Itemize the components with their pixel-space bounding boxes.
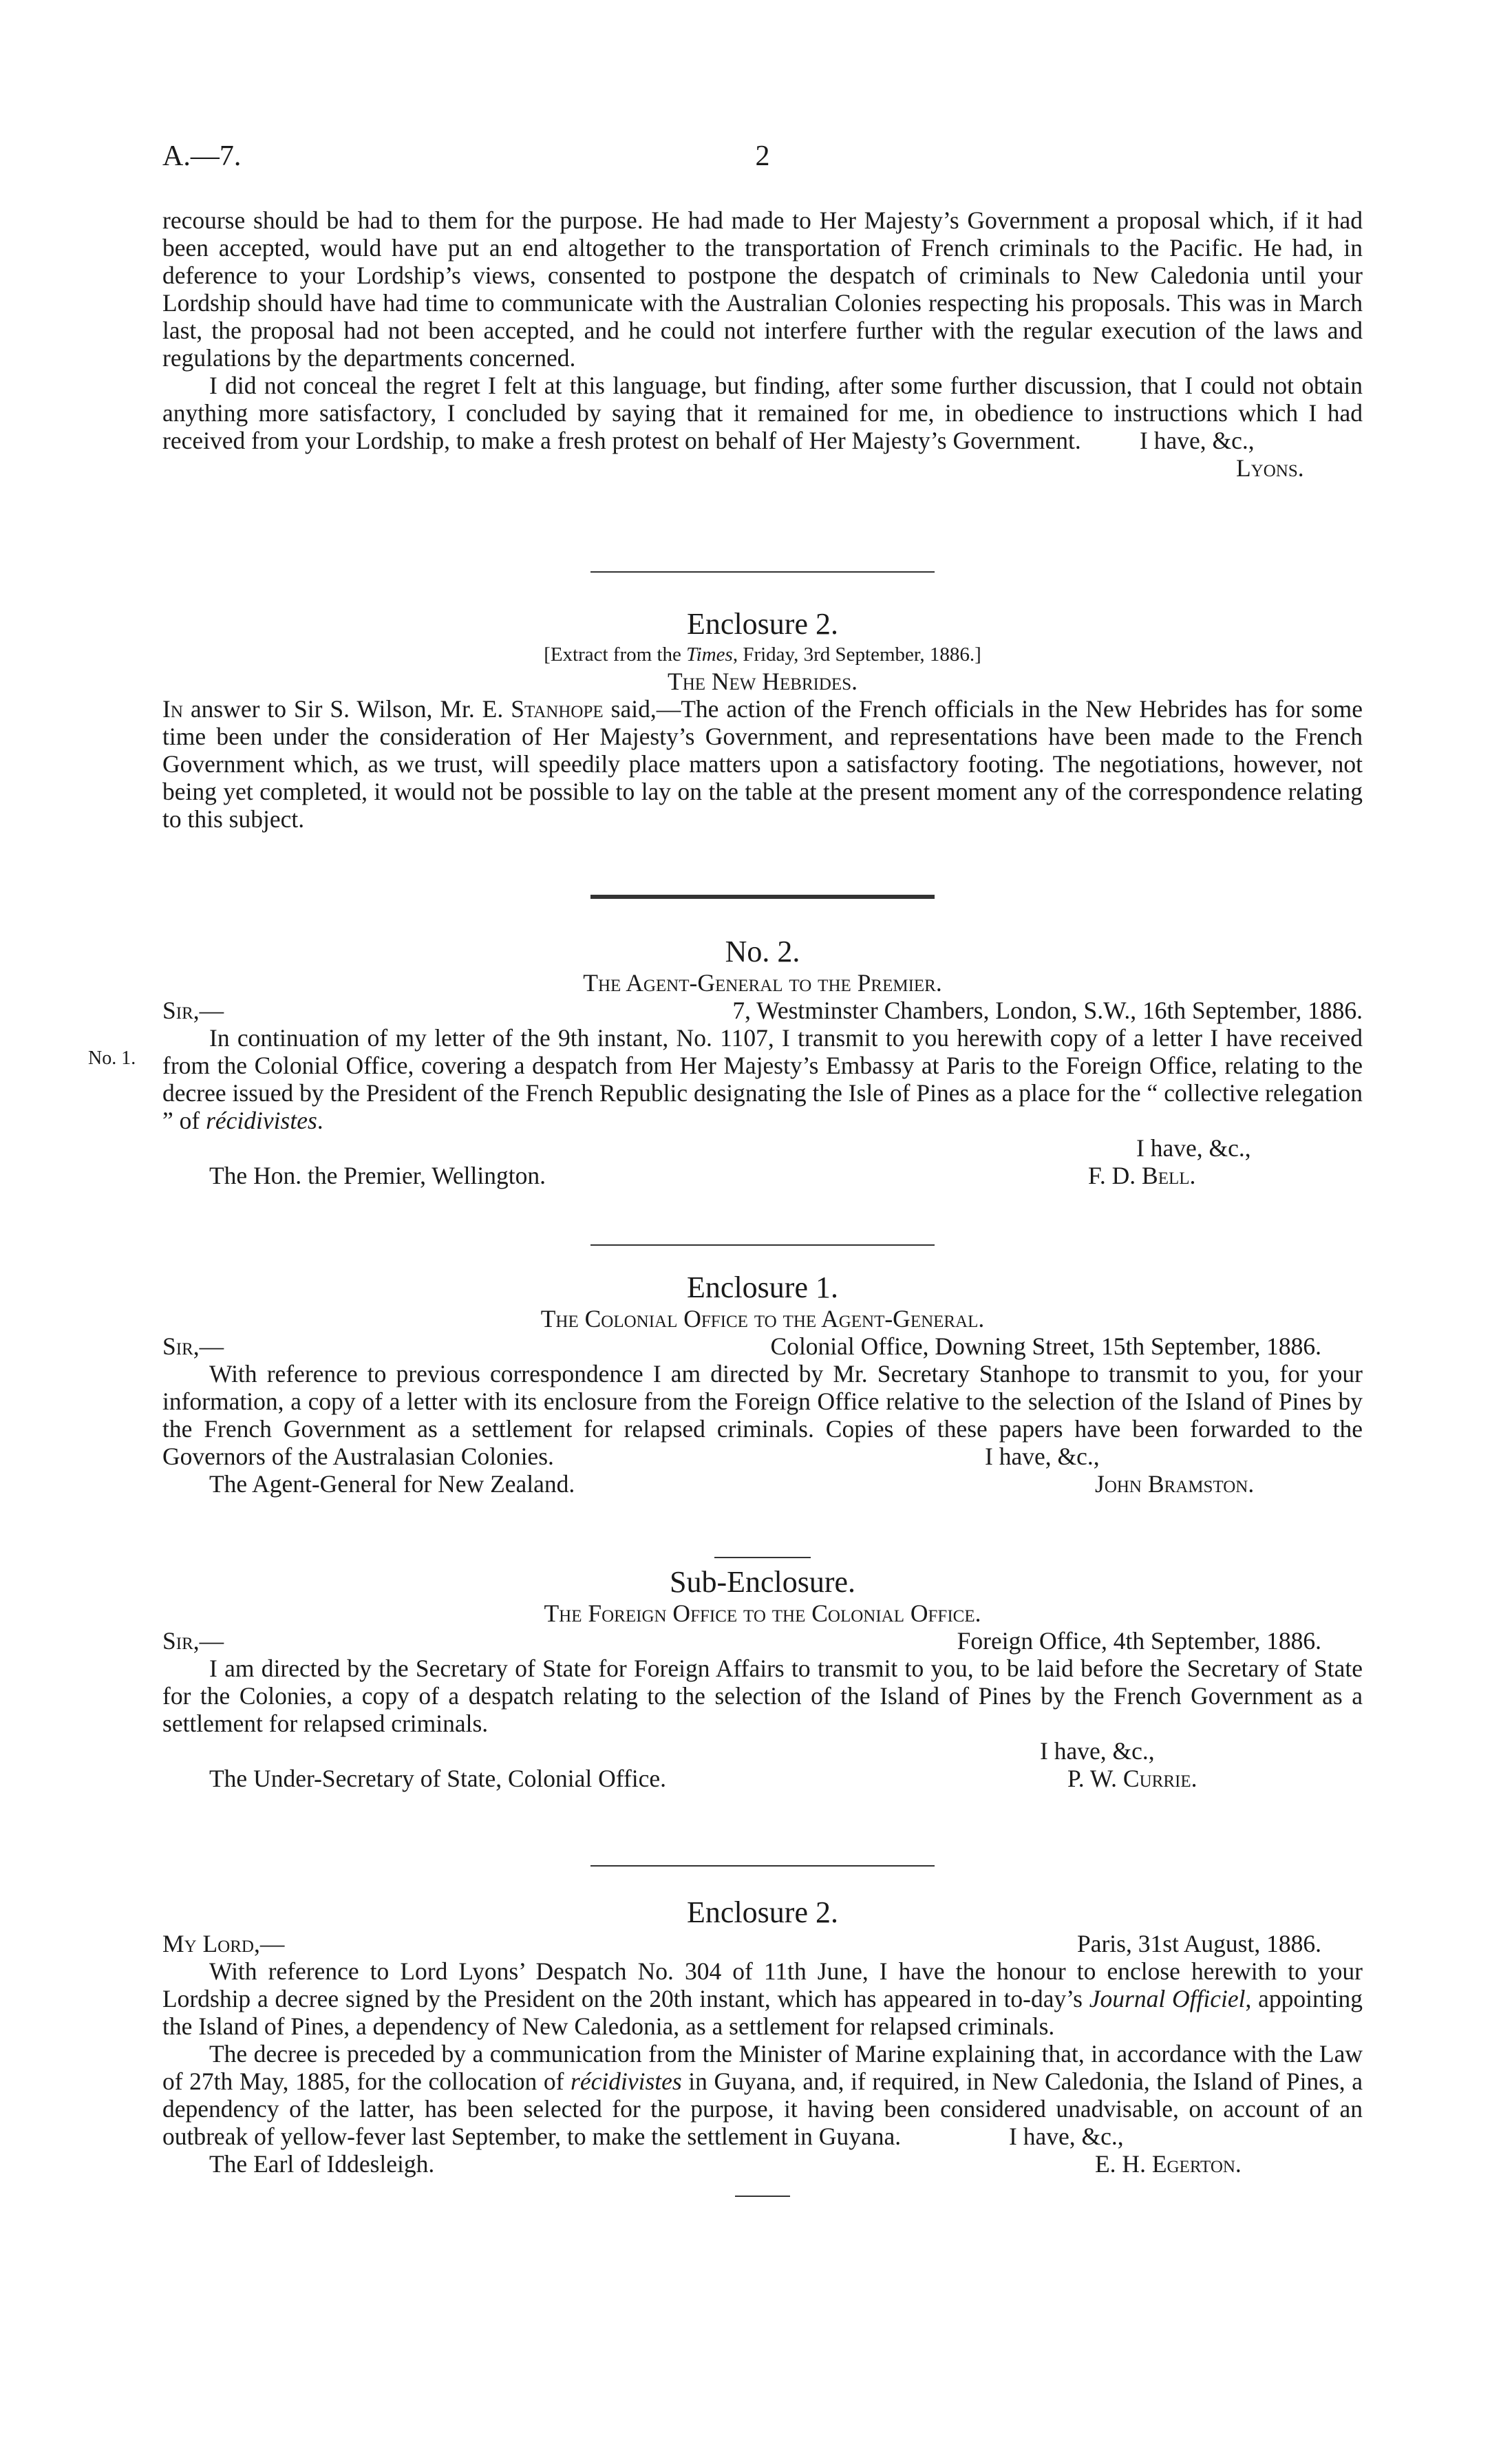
sub-enclosure-salutation-row [162, 1627, 1363, 1655]
enclosure-2-paris-signature: E. H. Egerton. [1095, 2150, 1242, 2178]
enclosure-2-body [162, 695, 1363, 833]
sub-enclosure-body: I am directed by the Secretary of State for Foreign Affairs to transmit to you, to be laid before the Secretary of State for the Colonies, a copy of a despatch relating to the selection of the Island of Pines by the French Government as a settlement for relapsed criminals. [162, 1655, 1363, 1737]
enclosure-2-paris-salutation-row [162, 1930, 1363, 1957]
sub-enclosure-addressee: The Under-Secretary of State, Colonial Office. [209, 1765, 667, 1792]
section-divider [590, 571, 935, 573]
enclosure-2-paris-addressee-row [162, 2150, 1363, 2178]
enclosure-2-paris-paragraph-1 [162, 1957, 1363, 2040]
section-divider [590, 1865, 935, 1867]
paragraph-1-text-b: , appointing the Island of Pines, a dependency of New Caledonia, as a settlement for relapsed criminals. [162, 1985, 1363, 2040]
sub-enclosure-from-to: The Foreign Office to the Colonial Office. [544, 1600, 981, 1627]
enclosure-1-salutation: Sir,— [162, 1332, 224, 1360]
no-2-body-term: récidivistes [206, 1107, 317, 1134]
sub-enclosure-signature: P. W. Currie. [1067, 1765, 1197, 1792]
source-suffix: , Friday, 3rd September, 1886.] [732, 644, 981, 666]
enclosure-1-from-to: The Colonial Office to the Agent-General. [540, 1305, 985, 1332]
intro-signature-row [162, 454, 1363, 482]
no-2-salutation: Sir,— [162, 997, 224, 1024]
body-part-a: answer to Sir S. Wilson, Mr. E. [182, 695, 511, 723]
page-number: 2 [755, 140, 770, 172]
enclosure-1-body: With reference to previous correspondence I am directed by Mr. Secretary Stanhope to transmit to you, for your information, a copy of a letter with its enclosure from the Foreign Office relative to the selection of the Island of Pines by the French Government as a settlement for relapsed criminals. Copies of these papers have been forwarded to the Governors of the Australasian Colonies. [162, 1360, 1363, 1470]
end-divider [735, 2196, 790, 2197]
enclosure-1-address: Colonial Office, Downing Street, 15th September, 1886. [770, 1332, 1321, 1360]
no-2-body [162, 1024, 1363, 1134]
enclosure-1-addressee-row [162, 1470, 1363, 1498]
intro-section [162, 206, 1363, 482]
no-2-title: No. 2. [725, 935, 800, 968]
paragraph-2-text-b: in Guyana, and, if required, in New Caledonia, the Island of Pines, a dependency of the latter, has been selected for the purpose, it having been considered unadvisable, on account of an outbreak of yellow-fever last September, to make the settlement in Guyana. [162, 2068, 1363, 2150]
no-2-section [162, 895, 1363, 1189]
page-header [162, 140, 1363, 181]
enclosure-2-paris-closing-row [162, 2123, 1363, 2150]
paragraph-2-term: récidivistes [571, 2068, 682, 2095]
intro-closing-row [162, 427, 1363, 454]
body-part-b: said,—The action of the French officials in the New Hebrides has for some time been under the consideration of Her Majesty’s Government, and representations have been made to the French Government which, as we trust, will speedily place matters upon a satisfactory footing. The negotiations, however, not being yet completed, it would not be possible to lay on the table at the present moment any of the correspondence relating to this subject. [162, 695, 1363, 833]
enclosure-2-paris-address: Paris, 31st August, 1886. [1076, 1930, 1321, 1957]
paragraph-1-journal: Journal Officiel [1089, 1985, 1246, 2012]
body-lead: In [162, 695, 183, 723]
enclosure-2-paris-salutation: My Lord,— [162, 1930, 285, 1957]
no-2-signature: F. D. Bell. [1088, 1162, 1196, 1189]
document-reference: A.—7. [162, 140, 242, 172]
paragraph-1-text-a: With reference to Lord Lyons’ Despatch No. 304 of 11th June, I have the honour to enclose herewith to your Lordship a decree signed by the President on the 20th instant, which has appeared in to-day’s [162, 1957, 1363, 2012]
enclosure-2-paris-title: Enclosure 2. [687, 1895, 838, 1929]
sub-enclosure-address: Foreign Office, 4th September, 1886. [957, 1627, 1321, 1655]
source-prefix: [Extract from the [544, 644, 687, 666]
no-2-salutation-row [162, 997, 1363, 1024]
no-2-address: 7, Westminster Chambers, London, S.W., 16th September, 1886. [732, 997, 1363, 1024]
enclosure-2-paris-closing: I have, &c., [1009, 2123, 1124, 2150]
enclosure-1-section [162, 1244, 1363, 1498]
enclosure-2-paris-addressee: The Earl of Iddesleigh. [209, 2150, 435, 2178]
body-speaker: Stanhope [511, 695, 604, 723]
no-2-from-to: The Agent-General to the Premier. [583, 969, 942, 997]
section-divider [590, 1244, 935, 1246]
source-paper: Times [686, 644, 733, 666]
no-2-body-end: . [317, 1107, 323, 1134]
enclosure-1-closing: I have, &c., [985, 1443, 1100, 1470]
no-2-body-text: In continuation of my letter of the 9th instant, No. 1107, I transmit to you herewith copy of a letter I have received from the Colonial Office, covering a despatch from Her Majesty’s Embassy at Paris to the Foreign Office, relating to the decree issued by the President of the French Republic designating the Isle of Pines as a place for the “ collective relegation ” of [162, 1024, 1363, 1134]
short-divider [714, 1557, 811, 1558]
sub-enclosure-addressee-row [162, 1765, 1363, 1792]
paragraph-2-text-a: The decree is preceded by a communication from the Minister of Marine explaining that, in accordance with the Law of 27th May, 1885, for the collocation of [162, 2040, 1363, 2095]
intro-paragraph-1: recourse should be had to them for the purpose. He had made to Her Majesty’s Government a proposal which, if it had been accepted, would have put an end altogether to the transportation of French criminals to the Pacific. He had, in deference to your Lordship’s views, consented to postpone the despatch of criminals to New Caledonia until your Lordship should have had time to communicate with the Australian Colonies respecting his proposals. This was in March last, the proposal had not been accepted, and he could not interfere further with the regular execution of the laws and regulations by the departments concerned. [162, 206, 1363, 372]
enclosure-2-subject: The New Hebrides. [668, 668, 858, 695]
enclosure-1-closing-row [162, 1443, 1363, 1470]
enclosure-1-addressee: The Agent-General for New Zealand. [209, 1470, 575, 1498]
enclosure-1-signature: John Bramston. [1095, 1470, 1255, 1498]
enclosure-2-times-section [162, 571, 1363, 833]
intro-closing: I have, &c., [1140, 427, 1255, 454]
sub-enclosure-section [162, 1557, 1363, 1792]
intro-paragraph-2: I did not conceal the regret I felt at this language, but finding, after some further discussion, that I could not obtain anything more satisfactory, I concluded by saying that it remained for me, in obedience to instructions which I had received from your Lordship, to make a fresh protest on behalf of Her Majesty’s Government. [162, 372, 1363, 454]
no-2-addressee-row [162, 1162, 1363, 1189]
enclosure-1-title: Enclosure 1. [687, 1271, 838, 1304]
enclosure-2-paris-section [162, 1865, 1363, 2197]
intro-signature: Lyons. [1236, 454, 1304, 482]
sub-enclosure-title: Sub-Enclosure. [669, 1565, 856, 1599]
sub-enclosure-closing: I have, &c., [1040, 1737, 1155, 1765]
no-2-addressee: The Hon. the Premier, Wellington. [209, 1162, 546, 1189]
enclosure-1-salutation-row [162, 1332, 1363, 1360]
thick-divider [590, 895, 935, 899]
enclosure-2-source [162, 641, 1363, 668]
no-2-closing-row [162, 1134, 1363, 1162]
sub-enclosure-closing-row [162, 1737, 1363, 1765]
no-2-closing: I have, &c., [1136, 1134, 1251, 1162]
margin-note: No. 1. [88, 1048, 136, 1069]
sub-enclosure-salutation: Sir,— [162, 1627, 224, 1655]
enclosure-2-title: Enclosure 2. [687, 607, 838, 641]
